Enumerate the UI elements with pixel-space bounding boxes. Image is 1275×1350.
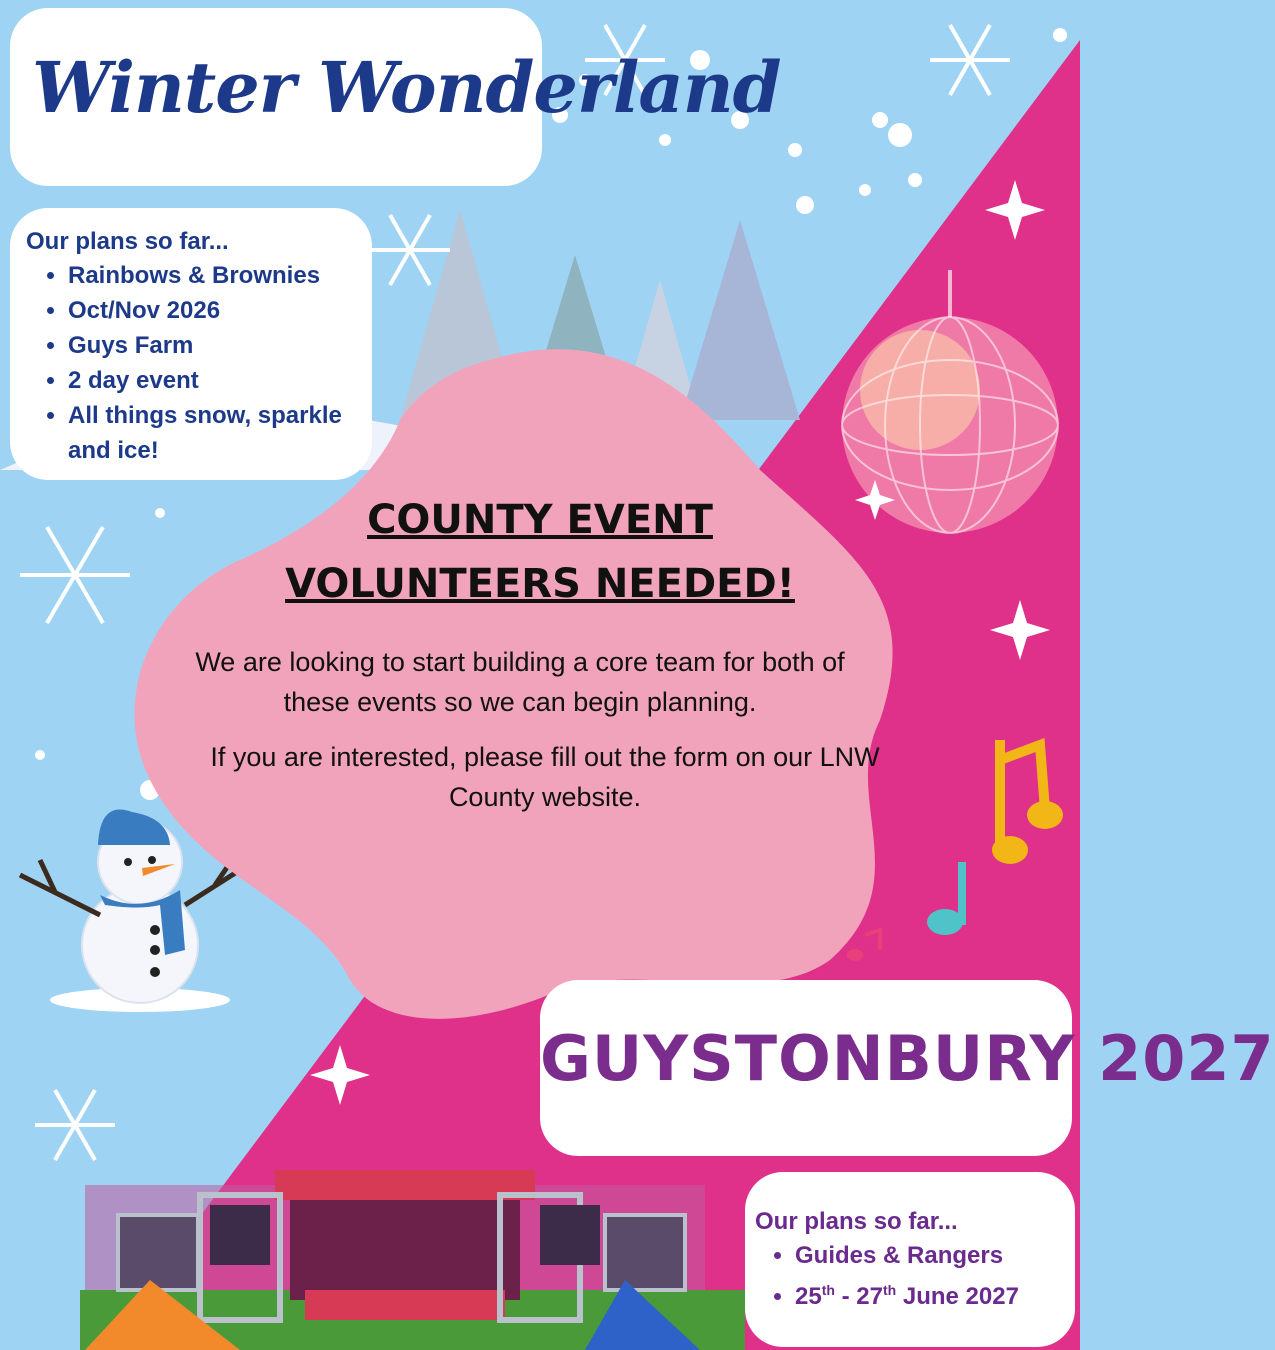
festival-stage-illustration [80,1170,745,1350]
date-separator: - [834,1283,857,1310]
headline-line-2: VOLUNTEERS NEEDED! [285,561,795,607]
winter-title-card [10,8,781,186]
date-rest: June 2027 [896,1283,1019,1310]
guystonbury-title-card [540,980,1275,1156]
guystonbury-plans-heading: Our plans so far... [755,1208,958,1235]
list-item: • Guys Farm [68,328,372,363]
list-item: • All things snow, sparkle and ice! [68,398,372,468]
list-item: • Guides & Rangers [795,1238,1019,1273]
guystonbury-plans-card [745,1172,1075,1347]
list-item [795,1273,1019,1314]
form-paragraph: If you are interested, please fill out the form on our LNW County website. [210,742,880,812]
list-item: • Rainbows & Brownies [68,258,372,293]
date-start: 25 [795,1283,822,1310]
volunteer-headline [150,488,930,616]
winter-wonderland-title: Winter Wonderland [32,46,781,129]
date-end: 27 [856,1283,883,1310]
winter-plans-card [10,208,372,480]
list-item: • 2 day event [68,363,372,398]
guystonbury-title: GUYSTONBURY 2027 [540,1022,1275,1095]
date-end-suffix: th [882,1282,897,1298]
intro-paragraph: We are looking to start building a core team for both of these events so we can begin planning. [195,647,845,717]
date-start-suffix: th [821,1282,835,1298]
headline-line-1: COUNTY EVENT [367,497,713,543]
winter-plans-heading: Our plans so far... [26,228,229,255]
winter-plans-list [46,258,372,468]
list-item: • Oct/Nov 2026 [68,293,372,328]
guystonbury-plans-list [773,1238,1019,1314]
